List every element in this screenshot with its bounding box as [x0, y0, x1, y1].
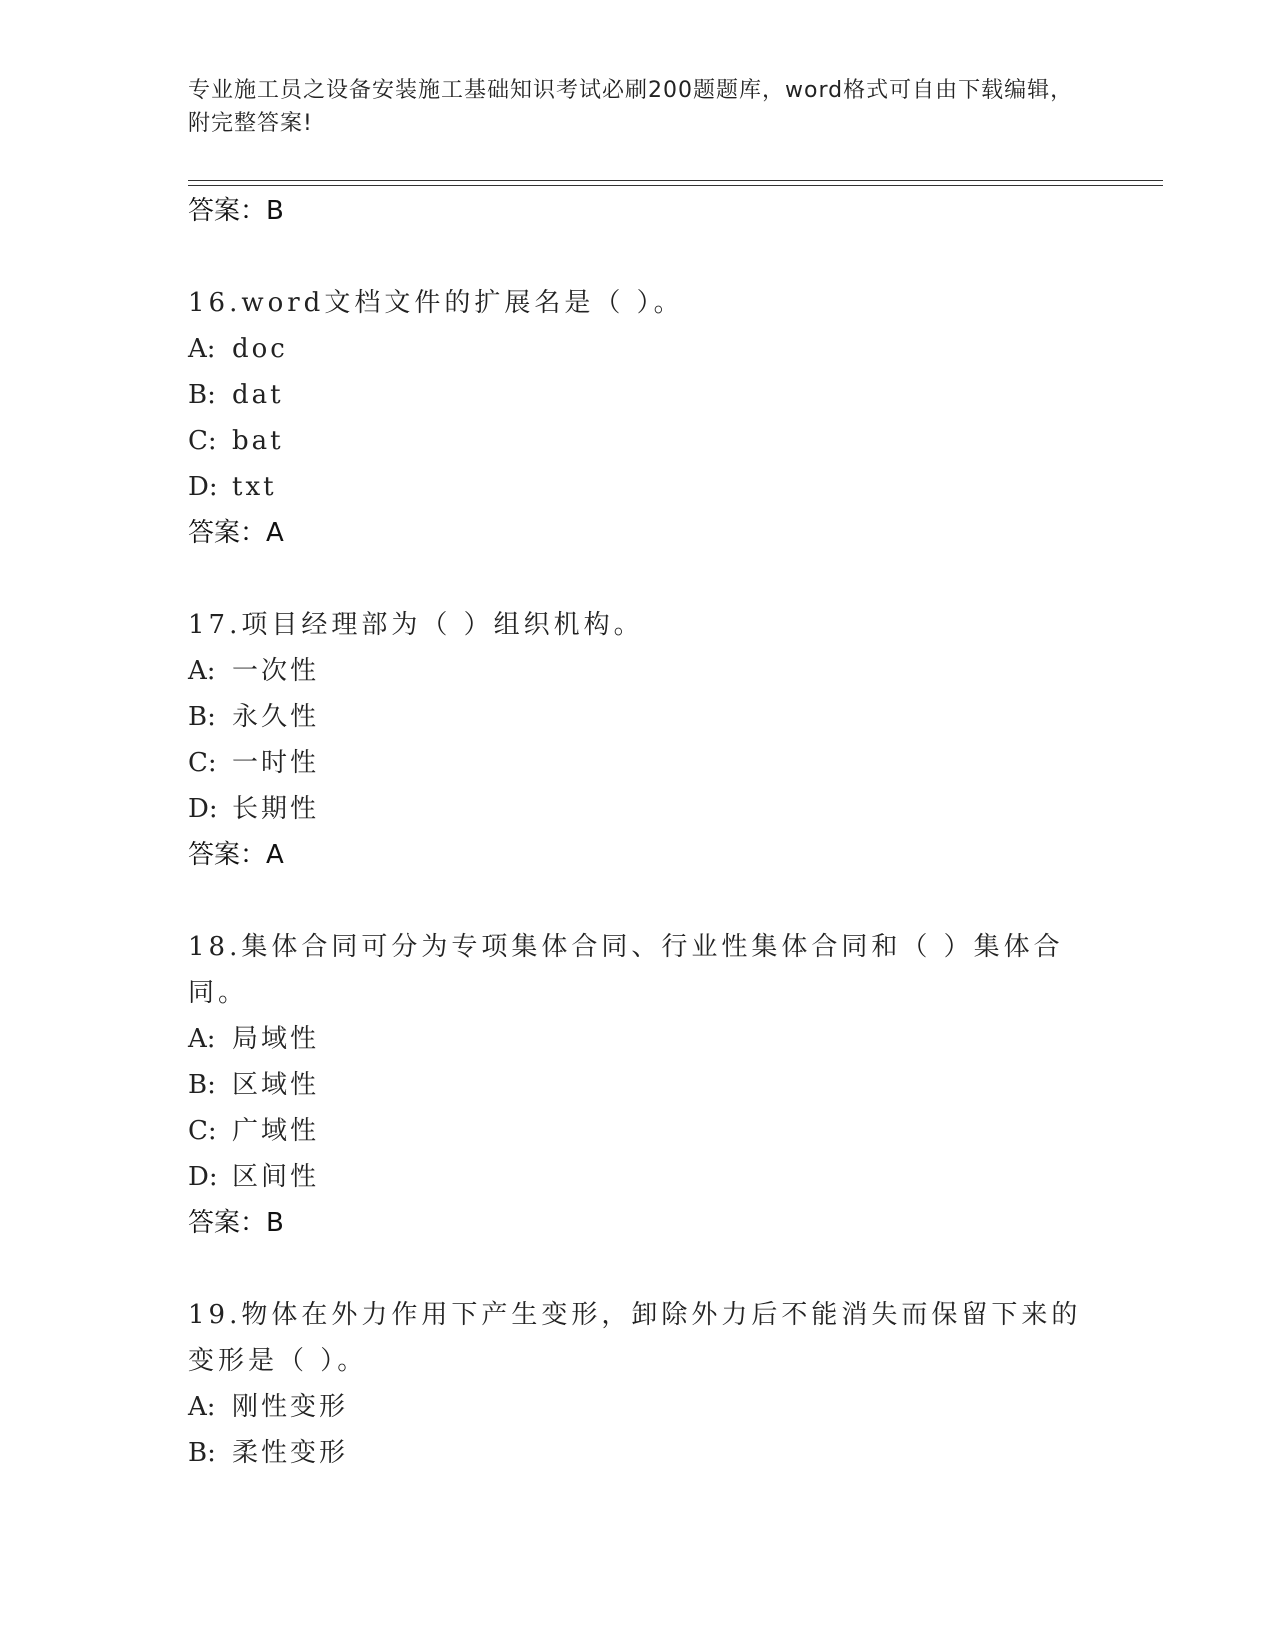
- answer-option: [188, 1154, 1088, 1200]
- document-header: 专业施工员之设备安装施工基础知识考试必刷200题题库，word格式可自由下载编辑，附完整答案!: [188, 78, 1074, 136]
- option-key: C:: [188, 426, 217, 456]
- option-text: 广域性: [232, 1116, 320, 1146]
- header-divider-bottom: [188, 185, 1163, 186]
- option-key: C:: [188, 748, 217, 778]
- option-text: 局域性: [232, 1024, 320, 1054]
- option-key: D:: [188, 794, 218, 824]
- option-key: D:: [188, 472, 218, 502]
- option-text: 区域性: [232, 1070, 320, 1100]
- option-key: B:: [188, 702, 216, 732]
- option-text: txt: [232, 472, 277, 502]
- option-key: A:: [188, 1392, 216, 1422]
- question-block: [188, 1292, 1088, 1476]
- option-text: dat: [232, 380, 284, 410]
- question-list: [188, 188, 1088, 1476]
- answer-line: 答案：A: [188, 840, 284, 870]
- option-text: 一时性: [232, 748, 320, 778]
- questions-container: [188, 280, 1088, 1476]
- answer-line: 答案：A: [188, 518, 284, 548]
- answer-option: [188, 694, 1088, 740]
- option-key: D:: [188, 1162, 218, 1192]
- previous-answer: 答案：B: [188, 196, 284, 226]
- question-block: [188, 280, 1088, 556]
- answer-line: 答案：B: [188, 1208, 284, 1238]
- question-text: 18.集体合同可分为专项集体合同、行业性集体合同和（ ）集体合同。: [188, 932, 1064, 1008]
- option-text: 刚性变形: [232, 1392, 349, 1422]
- answer-option: [188, 786, 1088, 832]
- option-text: doc: [232, 334, 288, 364]
- option-text: 区间性: [232, 1162, 320, 1192]
- question-block: [188, 602, 1088, 878]
- option-text: 一次性: [232, 656, 320, 686]
- answer-option: [188, 1384, 1088, 1430]
- question-block: [188, 924, 1088, 1246]
- option-key: B:: [188, 380, 216, 410]
- option-text: 长期性: [232, 794, 320, 824]
- answer-option: [188, 1430, 1088, 1476]
- answer-option: [188, 1062, 1088, 1108]
- option-key: A:: [188, 334, 216, 364]
- answer-option: [188, 740, 1088, 786]
- option-key: A:: [188, 1024, 216, 1054]
- question-text: 17.项目经理部为（ ）组织机构。: [188, 610, 644, 640]
- answer-option: [188, 418, 1088, 464]
- option-key: B:: [188, 1438, 216, 1468]
- option-text: bat: [232, 426, 284, 456]
- option-key: A:: [188, 656, 216, 686]
- option-text: 柔性变形: [232, 1438, 349, 1468]
- option-text: 永久性: [232, 702, 320, 732]
- option-key: C:: [188, 1116, 217, 1146]
- answer-option: [188, 1016, 1088, 1062]
- option-key: B:: [188, 1070, 216, 1100]
- question-text: 19.物体在外力作用下产生变形，卸除外力后不能消失而保留下来的变形是（ ）。: [188, 1300, 1082, 1376]
- answer-option: [188, 648, 1088, 694]
- answer-option: [188, 372, 1088, 418]
- answer-option: [188, 464, 1088, 510]
- answer-option: [188, 1108, 1088, 1154]
- question-text: 16.word文档文件的扩展名是（ ）。: [188, 288, 684, 318]
- answer-option: [188, 326, 1088, 372]
- header-divider-top: [188, 180, 1163, 181]
